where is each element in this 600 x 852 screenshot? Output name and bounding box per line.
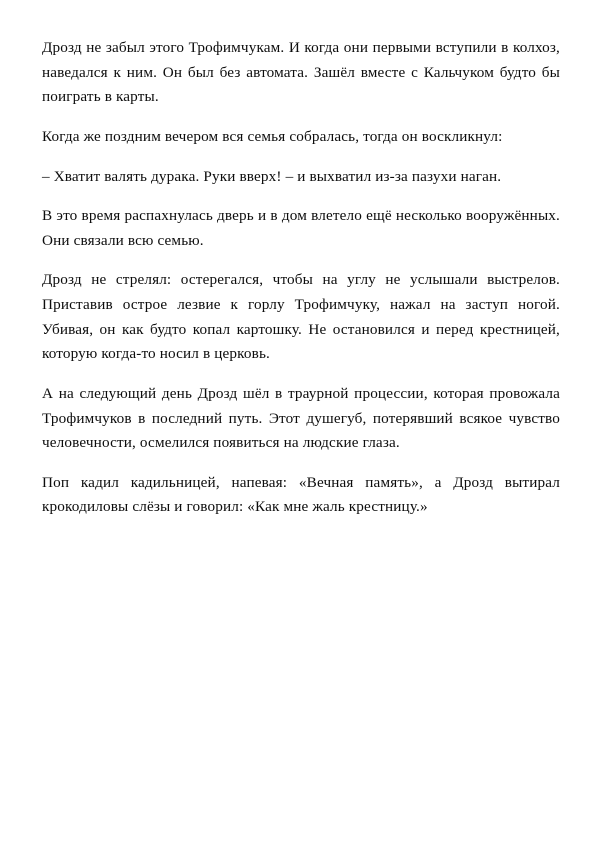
paragraph: В это время распахнулась дверь и в дом влетело ещё несколько вооружённых. Они связали всю семью. [42, 207, 560, 249]
paragraph: Дрозд не стрелял: остерегался, чтобы на углу не услышали выстрелов. Приставив острое лезвие к горлу Трофимчуку, нажал на заступ ногой. Убивая, он как будто копал картошку. Не остановился и перед крестницей, которую когда-то носил в церковь. [42, 271, 560, 363]
document-body [42, 36, 560, 520]
paragraph: Когда же поздним вечером вся семья собралась, тогда он воскликнул: [42, 127, 503, 145]
paragraph: Дрозд не забыл этого Трофимчукам. И когда они первыми вступили в колхоз, наведался к ним. Он был без автомата. Зашёл вместе с Кальчуком будто бы поиграть в карты. [42, 39, 560, 106]
paragraph: – Хватит валять дурака. Руки вверх! – и выхватил из-за пазухи наган. [42, 167, 502, 185]
paragraph: А на следующий день Дрозд шёл в траурной процессии, которая провожала Трофимчуков в последний путь. Этот душегуб, потерявший всякое чувство человечности, осмелился появиться на людские глаза. [42, 384, 560, 452]
paragraph: Поп кадил кадильницей, напевая: «Вечная память», а Дрозд вытирал крокодиловы слёзы и говорил: «Как мне жаль крестницу.» [42, 473, 560, 516]
